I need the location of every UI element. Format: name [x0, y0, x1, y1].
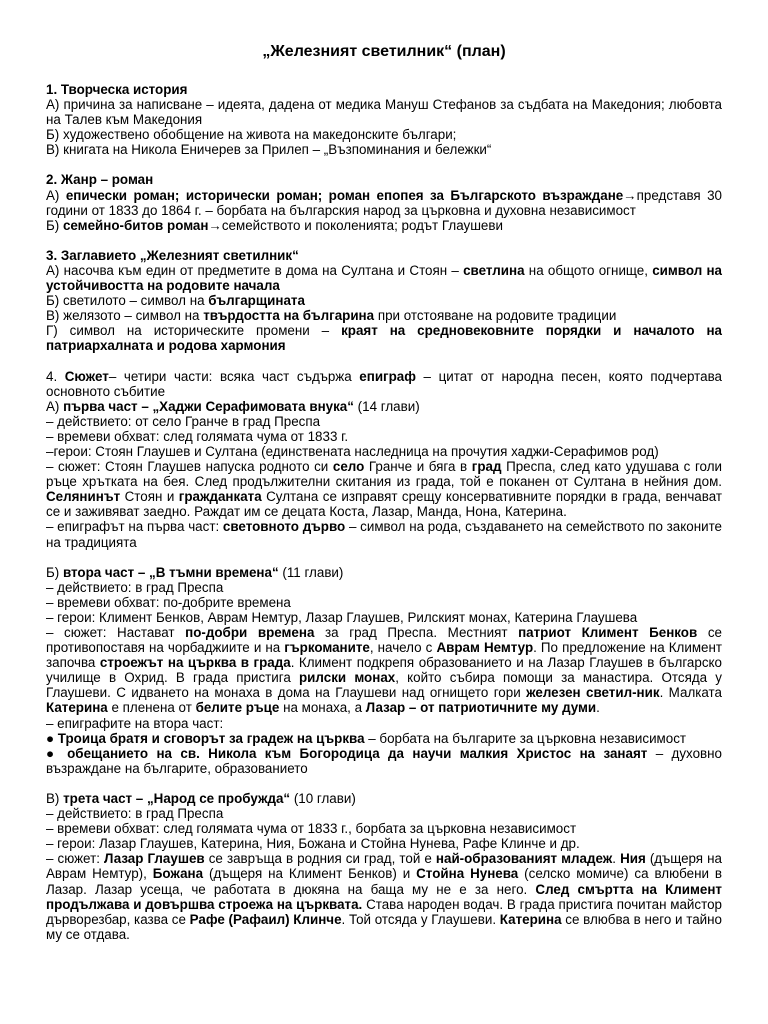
heading-text: 3. Заглавието „Железният светилник“	[46, 247, 299, 263]
text-run: за град Преспа. Местният	[314, 625, 519, 640]
bold-run: Сюжет	[64, 368, 109, 384]
list-item: – времеви обхват: по-добрите времена	[46, 594, 291, 610]
bold-run: След смъртта на Климент продължава и довършва строежа на църквата.	[46, 881, 722, 912]
bold-run: светлина	[463, 262, 525, 278]
paragraph	[46, 791, 722, 806]
text-run: – сюжет:	[46, 851, 104, 867]
paragraph	[46, 399, 722, 414]
bold-run: Аврам Немтур	[436, 640, 534, 656]
bold-run: краят на средновековните порядки и началото на патриархалната и родова хармония	[46, 323, 722, 354]
bold-run: ● Троица братя и сговорът за градеж на църква	[46, 730, 365, 746]
bold-run: железен светил-ник	[526, 685, 660, 701]
list-item: – действието: в град Преспа	[46, 579, 224, 595]
text-run: – четири части: всяка част съдържа	[108, 368, 360, 384]
text-run: . По предложение на Климент започва	[46, 640, 722, 671]
paragraph	[46, 369, 722, 399]
bold-run: Божана	[152, 866, 204, 882]
list-item: – действието: в град Преспа	[46, 806, 224, 822]
bold-run: село	[332, 459, 365, 475]
bold-run: световното дърво	[222, 519, 346, 535]
text-run: – епиграфът на първа част:	[46, 519, 223, 535]
bold-run: белите ръце	[195, 700, 280, 716]
bullet-item	[46, 731, 722, 746]
text-run: се завръща в родния си град, той е	[204, 851, 436, 867]
text-run: А) насочва към един от предметите в дома на Султана и Стоян –	[46, 262, 464, 278]
list-item: – времеви обхват: след голямата чума от 1833 г., борбата за църковна независимост	[46, 821, 577, 837]
paragraph	[46, 625, 722, 716]
text-run: . Малката	[659, 685, 722, 701]
text-run: при отстояване на родовите традиции	[374, 308, 617, 324]
paragraph	[46, 293, 722, 308]
text-run: – борбата на българите за църковна независимост	[364, 730, 687, 746]
bold-run: втора част – „В тъмни времена“	[62, 564, 279, 580]
bold-run: епиграф	[359, 368, 416, 384]
text-run: В)	[46, 790, 64, 806]
text-run: А)	[46, 398, 64, 414]
text-run: Стоян и	[120, 489, 179, 505]
paragraph	[46, 519, 722, 549]
paragraph	[46, 188, 722, 218]
heading-text: 2. Жанр – роман	[46, 172, 154, 188]
bold-run: гражданката	[178, 489, 262, 505]
text-run: . Климент подкрепя образованието и на Лазар Глаушев в българско училище в Охрид. В града пристига	[46, 655, 722, 686]
paragraph	[46, 565, 722, 580]
bold-run: рилски монах	[299, 670, 396, 686]
list-item: – герои: Климент Бенков, Аврам Немтур, Лазар Глаушев, Рилският монах, Катерина Глаушева	[46, 609, 638, 625]
text-run: – сюжет: Настават	[46, 625, 186, 640]
section-genre	[46, 172, 722, 232]
bold-run: твърдостта на българина	[203, 308, 375, 324]
list-item: – времеви обхват: след голямата чума от 1833 г.	[46, 428, 349, 444]
text-run: е пленена от	[107, 700, 196, 716]
text-run: В) желязото – символ на	[46, 308, 204, 324]
bold-run: Стойна Нунева	[416, 866, 519, 882]
text-run: (дъщеря на Климент Бенков) и	[203, 866, 417, 882]
text-run: на общото огнище,	[524, 262, 653, 278]
bold-run: символ на устойчивостта на родовите начала	[46, 262, 723, 294]
list-item: – действието: от село Гранче в град Преспа	[46, 413, 321, 429]
text-run: (14 глави)	[353, 398, 420, 414]
text-run: Става народен водач. В града пристига почитан майстор дърворезбар, казва се	[46, 896, 722, 927]
section-heading	[46, 172, 722, 187]
paragraph	[46, 323, 722, 353]
paragraph	[46, 851, 722, 942]
section-heading	[46, 248, 722, 263]
bold-run: патриот Климент Бенков	[518, 625, 698, 640]
text-run: – сюжет: Стоян Глаушев напуска родното си	[46, 459, 333, 475]
list-item: –герои: Стоян Глаушев и Султана (единствената наследница на прочутия хаджи-Серафимов род)	[46, 443, 659, 459]
text-run: (11 глави)	[278, 564, 344, 580]
text-run: .	[596, 700, 600, 716]
text-run: Б)	[46, 217, 63, 233]
text-run: на монаха, а	[279, 700, 366, 716]
bold-run: Катерина	[46, 700, 108, 716]
paragraph	[46, 459, 722, 519]
bold-run: българщината	[208, 293, 305, 309]
paragraph	[46, 263, 722, 293]
paragraph	[46, 218, 722, 233]
text-run: Гранче и бяга в	[364, 459, 472, 475]
bold-run: Катерина	[499, 911, 562, 927]
bold-run: град	[471, 459, 502, 475]
text-run: .	[612, 851, 621, 867]
text-run: 4.	[46, 368, 65, 384]
bold-run: трета част – „Народ се пробужда“	[63, 790, 291, 806]
text-run: , начело с	[369, 640, 437, 656]
text-run: Преспа, след като удушава с голи ръце хрътката на бея. След продължителни скитания из града, той е поканен от Султана в нейния дом.	[46, 459, 723, 490]
list-item: – епиграфите на втора част:	[46, 715, 224, 731]
paragraph: А) причина за написване – идеята, дадена от медика Мануш Стефанов за съдбата на Македония; любовта на Талев към Македония	[46, 97, 722, 128]
text-run: – цитат от народна песен, която подчертава основното събитие	[46, 368, 722, 399]
bold-run: ● обещанието на св. Никола към Богородица да научи малкия Христос на занаят	[46, 745, 648, 761]
bold-run: Лазар Глаушев	[103, 851, 205, 867]
bold-run: по-добри времена	[185, 625, 315, 640]
text-run: Б) светилото – символ на	[46, 293, 209, 309]
bold-run: Рафе (Рафаил) Клинче	[189, 911, 342, 927]
bold-run: Лазар – от патриотичните му думи	[365, 700, 597, 716]
paragraph: В) книгата на Никола Еничерев за Прилеп – „Възпоминания и бележки“	[46, 142, 492, 158]
text-run: , който събира помощи за манастира. Отсяда у Глаушеви. С идването на монаха в дома на Глаушеви над огнището гори	[46, 670, 722, 701]
text-run: →семейството и поколенията; родът Глаушеви	[208, 217, 503, 233]
text-run: (дъщеря на Аврам Немтур),	[46, 851, 722, 882]
page-title: „Железният светилник“ (план)	[262, 43, 506, 60]
paragraph: Б) художествено обобщение на живота на македонските българи;	[46, 127, 457, 143]
bold-run: най-образованият младеж	[435, 851, 613, 867]
text-run: (10 глави)	[290, 790, 356, 806]
bold-run: първа част – „Хаджи Серафимовата внука“	[63, 398, 354, 414]
section-creative-history	[46, 82, 722, 157]
text-run: Б)	[46, 564, 63, 580]
bold-run: гъркоманите	[284, 640, 370, 656]
text-run: Г) символ на историческите промени –	[46, 323, 342, 339]
section-plot-part-three	[46, 791, 722, 942]
bold-run: строежът на църква в града	[99, 655, 291, 671]
heading-text: 1. Творческа история	[46, 82, 188, 97]
text-run: А)	[46, 187, 66, 203]
text-run: →представя 30 години от 1833 до 1864 г. – борбата на българския народ за църковна и духовна независимост	[46, 187, 722, 218]
bold-run: Селянинът	[46, 489, 121, 505]
text-run: се влюбва в него и тайно му се отдава.	[46, 911, 723, 942]
text-run: се противопоставя на чорбаджиите и на	[46, 625, 722, 656]
paragraph	[46, 308, 722, 323]
section-heading	[46, 82, 722, 97]
section-title-meaning	[46, 248, 722, 354]
text-run: . Той отсяда у Глаушеви.	[341, 911, 500, 927]
text-run: Султана се изправят срещу консервативните порядки в града, венчават се и заживяват заедно. Раждат им се децата Коста, Лазар, Манда, Нона, Катерина.	[46, 489, 723, 520]
section-plot-part-one	[46, 369, 722, 550]
bold-run: семейно-битов роман	[62, 217, 209, 233]
bullet-item	[46, 746, 722, 776]
text-run: – символ на рода, създаването на семейството по законите на традицията	[46, 519, 723, 550]
bold-run: Ния	[620, 851, 646, 867]
text-run: – духовно възраждане на българите, образованието	[46, 745, 722, 776]
section-plot-part-two	[46, 565, 722, 776]
text-run: (селско момиче) са влюбени в Лазар. Лазар усеща, че работата в дюкяна на баща му не е за него.	[46, 866, 722, 897]
bold-run: епически роман; исторически роман; роман епопея за Българското възраждане	[65, 187, 624, 203]
list-item: – герои: Лазар Глаушев, Катерина, Ния, Божана и Стойна Нунева, Рафе Клинче и др.	[46, 836, 580, 852]
